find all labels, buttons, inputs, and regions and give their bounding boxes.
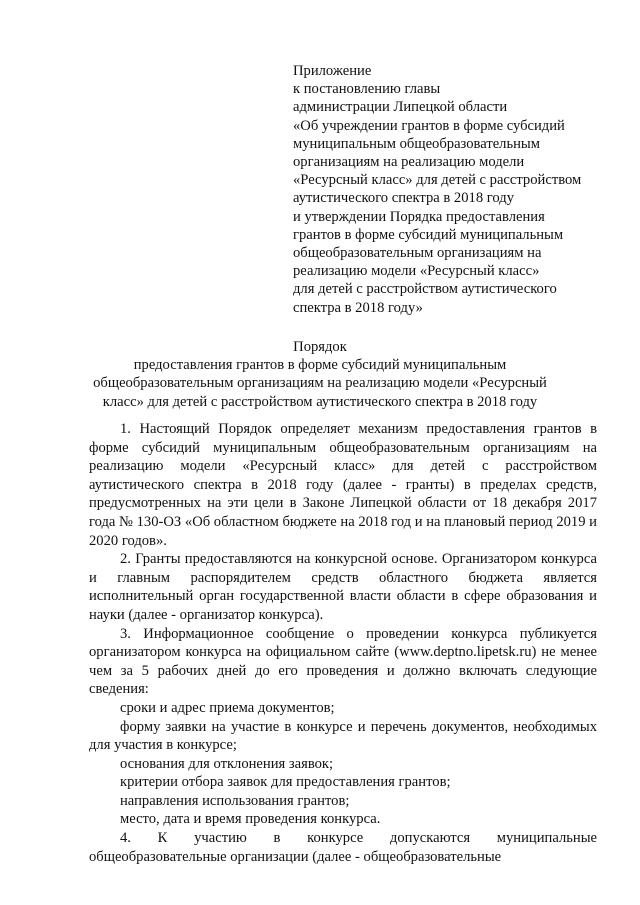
- list-item: направления использования грантов;: [120, 792, 350, 809]
- appendix-line: общеобразовательным организациям на: [293, 245, 542, 262]
- paragraph-3: 3. Информационное сообщение о проведении конкурса публикуется организатором конкурса на официальном сайте (www.deptno.lipetsk.ru) не менее чем за 5 рабочих дней до его проведения и должно включать следующие сведения:: [89, 625, 597, 698]
- appendix-line: спектра в 2018 году»: [293, 299, 423, 316]
- list-item: основания для отклонения заявок;: [120, 755, 334, 772]
- appendix-line: администрации Липецкой области: [293, 99, 508, 116]
- paragraph-1: 1. Настоящий Порядок определяет механизм предоставления грантов в форме субсидий муниципальным общеобразовательным организациям на реализацию модели «Ресурсный класс» для детей с расстройством аутистического спектра в 2018 году (далее - гранты) в пределах средств, предусмотренных на эти цели в Законе Липецкой области от 18 декабря 2017 года № 130-ОЗ «Об областном бюджете на 2018 год и на плановый период 2019 и 2020 годов».: [89, 421, 597, 549]
- title-line: общеобразовательным организациям на реализацию модели «Ресурсный: [93, 375, 547, 392]
- appendix-line: грантов в форме субсидий муниципальным: [293, 226, 564, 243]
- list-item: форму заявки на участие в конкурсе и перечень документов, необходимых для участия в конкурсе;: [89, 718, 597, 754]
- list-item: сроки и адрес приема документов;: [120, 699, 335, 716]
- title-line: предоставления грантов в форме субсидий муниципальным: [133, 357, 507, 374]
- appendix-line: «Ресурсный класс» для детей с расстройством: [293, 172, 582, 189]
- document-body: [89, 420, 597, 866]
- title-heading: Порядок: [293, 339, 347, 355]
- appendix-line: реализацию модели «Ресурсный класс»: [293, 263, 540, 280]
- document-title: [80, 338, 560, 411]
- appendix-line: для детей с расстройством аутистического: [293, 281, 557, 298]
- appendix-line: к постановлению главы: [293, 81, 441, 98]
- paragraph-2: 2. Гранты предоставляются на конкурсной основе. Организатором конкурса и главным распорядителем средств областного бюджета является исполнительный орган государственной власти области в сфере образования и науки (далее - организатор конкурса).: [89, 551, 597, 623]
- list-item: место, дата и время проведения конкурса.: [120, 811, 381, 828]
- appendix-line: муниципальным общеобразовательным: [293, 135, 540, 152]
- appendix-header: [293, 62, 613, 317]
- appendix-line: «Об учреждении грантов в форме субсидий: [293, 117, 565, 134]
- title-line: класс» для детей с расстройством аутистического спектра в 2018 году: [102, 393, 538, 410]
- appendix-line: аутистического спектра в 2018 году: [293, 190, 514, 207]
- appendix-line: и утверждении Порядка предоставления: [293, 208, 545, 225]
- paragraph-4: 4. К участию в конкурсе допускаются муниципальные общеобразовательные организации (далее - общеобразовательные: [89, 830, 597, 865]
- appendix-line: организациям на реализацию модели: [293, 154, 525, 171]
- list-item: критерии отбора заявок для предоставления грантов;: [120, 774, 451, 791]
- appendix-line: Приложение: [293, 63, 372, 79]
